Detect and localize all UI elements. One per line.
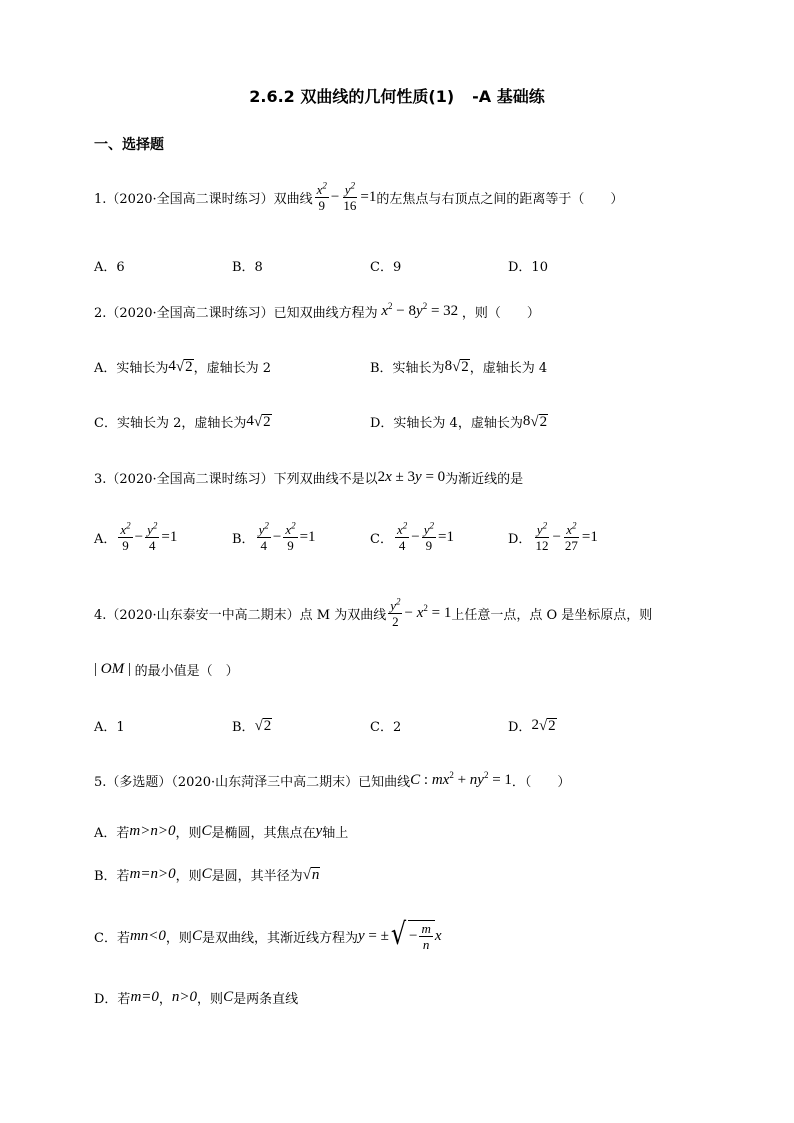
q2-option-d[interactable]: D．实轴长为 4，虚轴长为 8 √ 2 [370,413,548,431]
q5-option-b[interactable]: B．若 m=n>0 ，则 C 是圆，其半径为 √ n [94,866,320,884]
question-1 [94,182,623,213]
q3-option-a[interactable]: A． $\frac{x^2}{9}$ − $\frac{y^2}{4}$ =1 [94,520,178,553]
q4-option-a[interactable]: A．1 [94,720,125,735]
q5-formula: C : $mx^2 + ny^2 = 1$ [410,770,512,788]
q3-stem-pre: 3.（2020·全国高二课时练习）下列双曲线不是以 [94,472,378,487]
question-3 [94,468,523,487]
q1-option-c[interactable]: C．9 [370,260,402,275]
q5-option-a[interactable]: A．若 m>n>0 ，则 C 是椭圆，其焦点在 y 轴上 [94,823,349,841]
q1-option-b[interactable]: B．8 [232,260,263,275]
question-4 [94,598,652,629]
q3-option-c[interactable]: C． $\frac{x^2}{4}$ − $\frac{y^2}{9}$ =1 [370,520,454,553]
q2-option-a[interactable]: A．实轴长为 4 √ 2 ，虚轴长为 2 [94,358,272,376]
q5-option-d[interactable]: D．若 m=0 ， n>0 ，则 C 是两条直线 [94,989,299,1007]
title-main: 2.6.2 双曲线的几何性质(1) [249,87,455,106]
q1-formula: $\frac{x^2}{9}$ − $\frac{y^2}{16}$ =1 [316,180,377,213]
q4-stem-post: 上任意一点，点 O 是坐标原点，则 [451,608,653,623]
q4-stem-pre: 4.（2020·山东泰安一中高二期末）点 M 为双曲线 [94,608,387,623]
q2-option-c[interactable]: C．实轴长为 2，虚轴长为 4 √ 2 [94,413,271,431]
q1-option-d[interactable]: D．10 [508,260,548,275]
q2-stem-post: ，则（ ） [461,306,540,321]
q5-stem-pre: 5.（多选题）（2020·山东菏泽三中高二期末）已知曲线 [94,775,411,790]
q3-option-b[interactable]: B． $\frac{y^2}{4}$ − $\frac{x^2}{9}$ =1 [232,520,316,553]
q4-formula: $\frac{y^2}{2}$ − $x^2 = 1$ [390,596,452,629]
q4-om-formula: | OM | [94,661,135,677]
q2-stem-pre: 2.（2020·全国高二课时练习）已知双曲线方程为 [94,306,378,321]
question-4-line2 [94,660,239,679]
q3-stem-post: 为渐近线的是 [445,472,524,487]
q2-option-b[interactable]: B．实轴长为 8 √ 2 ，虚轴长为 4 [370,358,548,376]
q2-formula: $x^2 - 8y^2 = 32$ [381,301,462,319]
q4-option-b[interactable]: B． √ 2 [232,717,272,735]
q1-stem-post: 的左焦点与右顶点之间的距离等于（ ） [376,192,624,207]
q5-option-c[interactable]: C．若 mn<0 ，则 C 是双曲线，其渐近线方程为 y = ± √ − $\frac{m}{n}$ x [94,917,442,952]
title-suffix: -A 基础练 [472,87,545,106]
q1-stem-pre: 1.（2020·全国高二课时练习）双曲线 [94,192,313,207]
page-title [0,84,794,107]
question-2 [94,302,540,321]
q4-option-d[interactable]: D． 2 √ 2 [508,717,556,735]
q4-option-c[interactable]: C．2 [370,720,402,735]
q4-line2-post: 的最小值是（ ） [134,664,239,679]
section-heading: 一、选择题 [94,137,164,153]
q3-formula: 2x ± 3y = 0 [377,469,446,485]
q1-option-a[interactable]: A．6 [94,260,125,275]
q3-option-d[interactable]: D． $\frac{y^2}{12}$ − $\frac{x^2}{27}$ =1 [508,520,598,553]
question-5 [94,771,570,790]
q5-stem-post: ．（ ） [511,775,571,790]
